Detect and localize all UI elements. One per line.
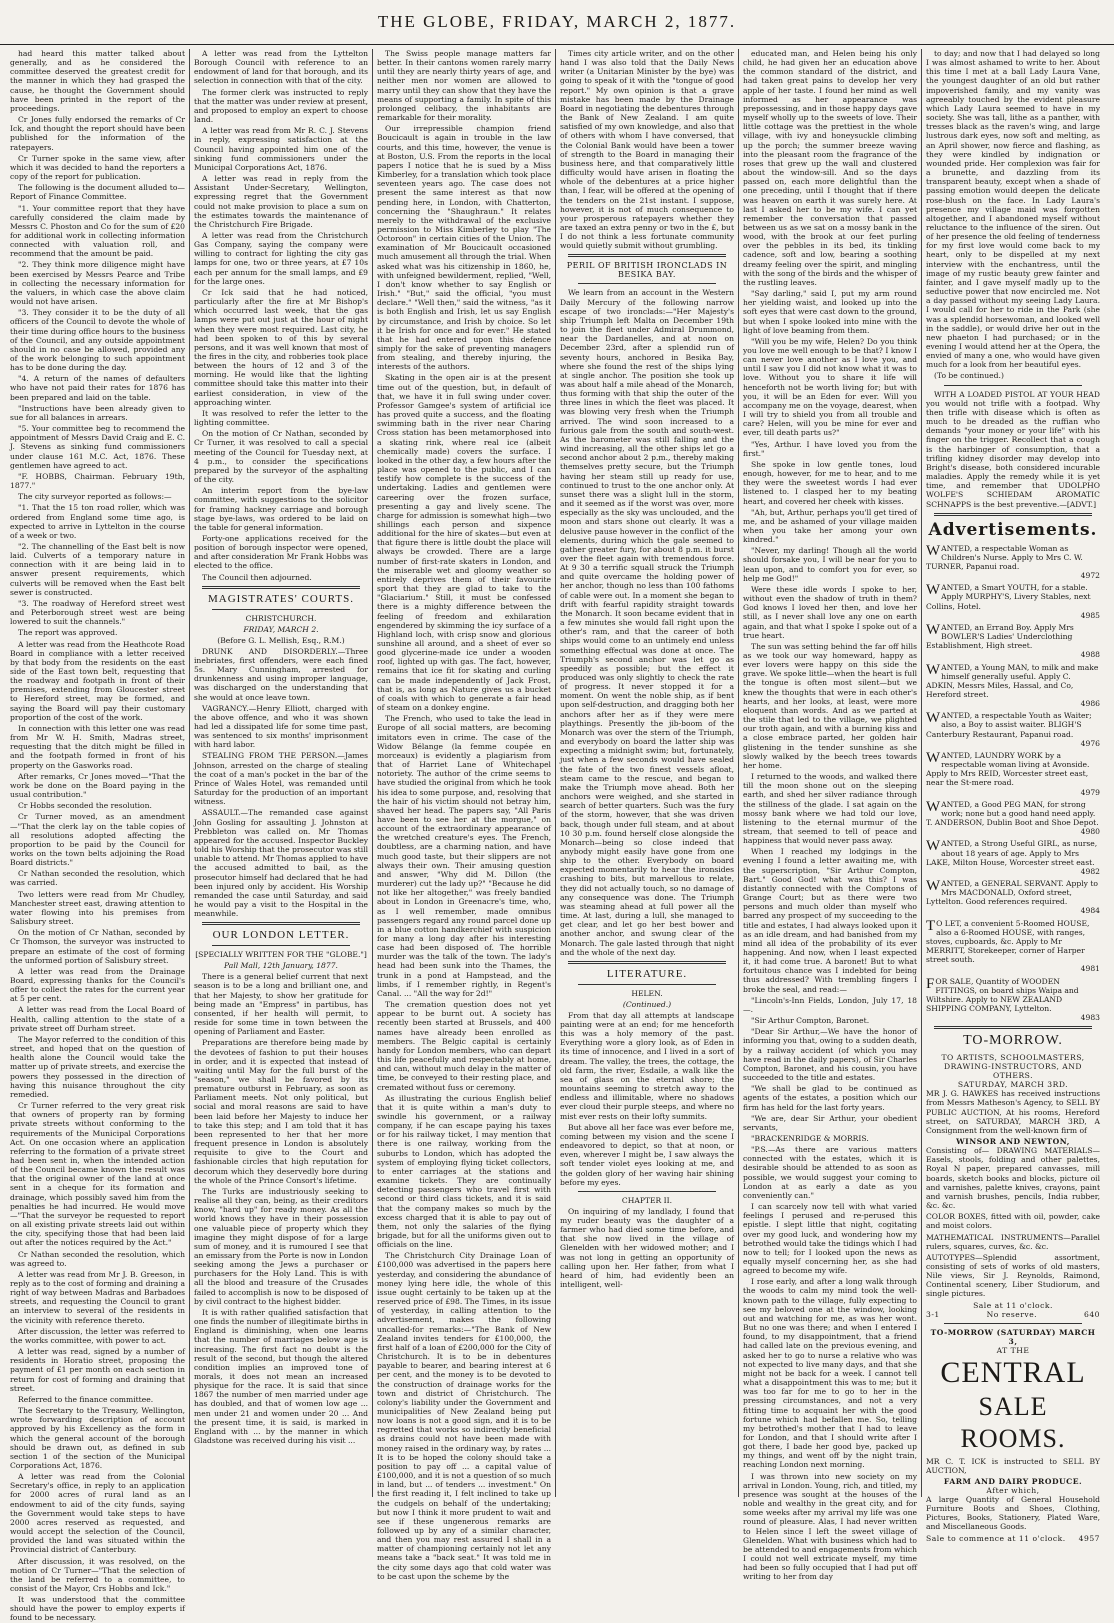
divider — [568, 961, 726, 964]
council-paragraph: The Council then adjourned. — [202, 572, 312, 582]
winsor-newton: WINSOR AND NEWTON, — [956, 1137, 1070, 1147]
article-paragraph: "3. They consider it to be the duty of all officers of the Council to devote the whole of their time during office hours to the business of the Council, and any outside appointment should in no case be allowed, provided any of the work belonging to such appointment has to be done during the day. — [10, 308, 185, 373]
ad-text: O LET, a convenient 5-Roomed HOUSE, also a 6-Roomed HOUSE, with ranges, stoves, cupboards, &c. Apply to Mr MERRITT, Storekeeper, corner of Harper street south. — [926, 918, 1090, 965]
london-letter-paragraph: There is a general belief current that next season is to be a long and brilliant one, and that her Majesty, to show her gratitude for being made an "Empress" in partibus, has consented, if her health will permit, to reside for some time in town between the opening of Parliament and Easter. — [194, 972, 368, 1037]
story-paragraph: Were these idle words I spoke to her, without even the shadow of truth in them? God knows I loved her then, and love her still, as I never shall love any one on earth again, and that what I spoke I spoke out of a true heart. — [743, 584, 917, 640]
story-paragraph: "Lincoln's-Inn Fields, London, July 17, 18—. — [743, 995, 917, 1014]
court-report-paragraph: ASSAULT.—The remanded case against John Gosling for assaulting J. Johnston at Prebbleton was called on. Mr Thomas appeared for the accused. Inspector Buckley told his Worship that the prosecutor was still unable to attend. Mr Thomas applied to have the accused admitted to bail, as the prosecutor himself had declared that he had been injured only by accident. His Worship remanded the case until Saturday, and said he would pay a visit to the Hospital in the meanwhile. — [194, 808, 368, 919]
article-paragraph: "2. The channelling of the East belt is now laid. Culverts of a temporary nature in connection with it are being laid in to answer present requirements, which culverts will be removed when the East belt sewer is constructed. — [10, 541, 185, 597]
ad-initial: W — [926, 798, 941, 815]
commence-line — [926, 1534, 1100, 1543]
ad-number: 4972 — [1080, 571, 1100, 581]
ad-number: 4981 — [1080, 964, 1100, 974]
at-the: AT THE — [996, 1345, 1030, 1355]
story-paragraph: The sun was setting behind the far off hills as we took our way homeward, happy as ever lovers were happy on this side the grave. We spoke little—when the heart is full the tongue is often most silent—but we knew the thoughts that were in each other's hearts, and her looks, at least, were more eloquent than words. And as we parted at the stile that led to the village, we plighted our troth again, and with a burning kiss and a close embrace parted, her golden hair glistening in the tender sunshine as she slowly walked by the beech trees towards her home. — [743, 641, 917, 770]
story-paragraph: (To be continued.) — [934, 371, 1004, 381]
london-letter-paragraph: Skating in the open air is at the present time out of the question, but, in default of that, we have it in full swing under cover. Professor Gamgee's system of artificial ice has proved quite a success, and the floating swimming bath in the river near Charing Cross station has been metamorphosed into a skating rink, where real ice (albeit chemically made) covers the surface. I looked in the other day, a few hours after the place was opened to the public, and I can testify how complete is the success of the undertaking. Ladies and gentlemen were careering over the frozen surface, presenting a gay and lively scene. The charge for admission is somewhat high—two shillings each person and sixpence additional for the hire of skates—but even at that figure there is little doubt the place will always be crowded. There are a large number of first-rate skaters in London, and the miserable wet and gloomy weather so entirely deprives them of their favourite sport that they are glad to take to the "Glaciarium." Still, it must be confessed there is a mighty difference between the feeling of freedom and exhilaration engendered by skimming the icy surface of a Highland loch, with crisp snow and glorious sunshine all around, and a sheet of ever so good glycerine-made ice under a wooden roof, lighted up with gas. The fact, however, remains that ice fit for skating and curling can be made independently of Jack Frost, that is, as long as Nature gives us a bucket of coals with which to generate a fair head of steam on a donkey engine. — [377, 373, 551, 713]
article-paragraph: "3. The roadway of Hereford street west and Peterborough street west are being lowered to suit the channels." — [10, 598, 185, 627]
story-paragraph: I was thrown into new society on my arrival in London. Young, rich, and titled, my presence was sought at the houses of the noble and wealthy in the great city, and for some weeks after my arrival my life was one round of pleasure. Alas, I had never written to Helen since I left the sweet village of Glenelden. What with business which had to be attended to and engagements from which I could not well extricate myself, my time had been so fully occupied that I had put off writing to her from day — [743, 1471, 917, 1582]
ad-number: 4979 — [1080, 787, 1100, 797]
court-report-paragraph: STEALING FROM THE PERSON.—James Johnson, arrested on the charge of stealing the coat of a man's pocket in the bar of the Prince of Wales Hotel, was remanded until Saturday for the production of an important witness. — [194, 751, 368, 807]
ad-text: OR SALE, Quantity of WOODEN FITTINGS, on board ships Waipa and Wiltshire. Apply to NEW ZEALAND SHIPPING COMPANY, Lyttelton. — [926, 976, 1079, 1013]
ad-text: ANTED, a Young MAN, to milk and make himself generally useful. Apply C. ADKIN, Messrs Miles, Hassal, and Co, Hereford street. — [926, 662, 1099, 699]
columns — [6, 49, 1108, 1623]
london-letter-paragraph: It is with rather qualified satisfaction that one finds the number of illegitimate births in England is diminishing, when one learns that the number of marriages below age is increasing. The first fact no doubt is the result of the second, but though the altered condition implies an improved tone of morals, it does not mean an increased physique for the race. It is said that since 1867 the number of men married under age has doubled, and that of women low age ... men under 21 and women under 20 ... And the present time, it is said, is marked in England with ... by the manner in which Gladstone was received during his visit ... — [194, 1307, 368, 1446]
story-paragraph: "Will you be my wife, Helen? Do you think you love me well enough to be that? I know I can never love another as I love you, and until I saw you I did not know what it was to love. Without you to share it life will henceforth not be worth living for; but with you, it will be an Eden for ever. Will you accompany me on the voyage, dearest, when I will try to shield you from all trouble and care? Helen, will you be mine for ever and ever, till death parts us?" — [743, 336, 917, 438]
ad-initial: W — [926, 838, 941, 855]
classified-ad — [926, 711, 1100, 748]
ad-initial: W — [926, 621, 941, 638]
article-paragraph: Cr Hobbs seconded the resolution. — [18, 801, 152, 811]
article-paragraph: A letter was read from the Drainage Board, expressing thanks for the Council's offer to collect the rates for the current year at 5 per cent. — [10, 966, 185, 1004]
article-paragraph: "1. Your committee report that they have carefully considered the claim made by Messrs C. Phoston and Co for the sum of £20 for additional work in collecting information connected with valuation roll, and recommend that the amount be paid. — [10, 203, 185, 259]
masthead — [0, 0, 1114, 45]
article-paragraph: A letter was read from the Colonial Secretary's office, in reply to an application for 2000 acres of rural land as an endowment to aid of the city funds, saying the Government would take steps to have 2000 acres reserved as requested, and would accept the selection of the Council, provided the land was situated within the Provincial district of Canterbury. — [10, 1472, 185, 1555]
column-4 — [555, 49, 738, 1497]
tomorrow-line-2: SATURDAY, MARCH 3RD. — [957, 1080, 1069, 1090]
story-paragraph: "Yes, Arthur. I have loved you from the first." — [743, 439, 917, 458]
classified-ad — [926, 977, 1100, 1023]
london-letter-paragraph: As illustrating the curious English belief that it is quite within a man's duty to swindle his government, or a railway company, if he can escape paying his taxes or for his railway ticket, I may mention that there is one railway, working from the suburbs to London, which has adopted the system of employing flying ticket collectors, to enter carriages at the stations and examine tickets. They are continually detecting passengers who travel first with second or third class tickets, and it is said that the company makes so much by the excess charged that it is able to pay out of them, not only the salaries of the flying brigade, but for all the uniforms given out to officials on the line. — [377, 1093, 551, 1250]
article-paragraph: "4. A return of the names of defaulters who have not paid their rates for 1876 has been prepared and laid on the table. — [10, 374, 185, 402]
ad-initial: W — [926, 749, 941, 766]
article-paragraph: Referred to the finance committee. — [18, 1394, 154, 1404]
story-paragraph: educated man, and Helen being his only child, he had given her an education above the common standard of the district, and had taken great pains to develop her very apple of her taste. I found her mind as well informed as her appearance was prepossessing, and in those happy days gave myself wholly up to the sweets of love. Their little cottage was the prettiest in the whole village, with ivy and honeysuckle climbing up the porch; the summer breeze waving into the pleasant room the fragrance of the roses that grew up the wall and clustered about the window-sill. And so the days passed on, each more delightful than the one preceding, until I thought that if there was heaven on earth it was surely here. At last I asked her to be my wife. I can yet remember the conversation that passed between us as we sat on a mossy bank in the wood, with the brook at our feet purling over the pebbles in its bed, its tinkling cadence, soft and low, bearing a soothing dreamy feeling over the spirit, and mingling with the song of the birds and the whisper of the rustling leaves. — [743, 49, 917, 287]
council-paragraph: It was resolved to refer the letter to the lighting committee. — [194, 408, 368, 428]
ad-initial: W — [926, 661, 941, 678]
courts-bench: (Before G. L. Mellish, Esq., R.M.) — [217, 635, 345, 645]
divider — [578, 984, 716, 985]
story-paragraph: "Say darling," said I, put my arm round her yielding waist, and looked up into the soft eyes that were cast down to the ground, but when I spoke looked into mine with the light of love beaming from them. — [743, 289, 917, 335]
story-paragraph: "Dear Sir Arthur,—We have the honor of informing you that, owing to a sudden death, by a railway accident (of which you may have read in the daily papers), of Sir Charles Compton, Baronet, and his cousin, you have succeeded to the title and estates. — [743, 1027, 917, 1083]
story-paragraph: But above all her face was ever before me, coming between my vision and the scene I endeavored to depict, so that at noon, or even, wherever I might be, I saw always the soft tender violet eyes looking at me, and the golden glory of her waving hair shining before my eyes. — [560, 1122, 734, 1187]
article-paragraph: Two letters were read from Mr Chudley, Manchester street east, drawing attention to water flowing into his premises from Salisbury street. — [10, 889, 185, 927]
reserve-left: 3-1 — [926, 1309, 940, 1319]
london-letter-paragraph: The cremation question does not yet appear to be burnt out. A society has recently been started at Brussels, and 400 names have already been enrolled as members. The Belgic capital is certainly handy for London members, who can depart this life peacefully and respectably at home, and can, without much delay in the matter of time, be conveyed to their resting place, and cremated without fuss or ceremony. — [377, 1000, 551, 1092]
ad-text: ANTED, a Good PEG MAN, for strong work; none but a good hand need apply. T. ANDERSON, Dublin Boot and Shoe Depot. — [926, 799, 1099, 828]
ad-initial: W — [926, 710, 941, 727]
article-paragraph: had heard this matter talked about generally, and as he considered the committee deserved the greatest credit for the manner in which they had grasped the cause, he thought the Government should have been printed in the report of the proceedings. — [10, 49, 185, 113]
story-paragraph: I can scarcely now tell with what varied feelings I perused and re-perused this epistle. I slept little that night, cogitating over my good luck, and wondering how my betrothed would take the tidings which I had now to tell; for I looked upon the news as equally myself concerning her, as she had agreed to become my wife. — [743, 1202, 917, 1276]
story-paragraph: "Sir Arthur Compton, Baronet. — [751, 1016, 870, 1026]
story-paragraph: "Never, my darling! Though all the world should forsake you, I will be near for you to lean upon, and to comfort you for ever, so help me God!" — [743, 546, 917, 583]
council-paragraph: Forty-one applications received for the position of borough inspector were opened, and after consideration Mr Frank Hobbs was elected to the office. — [194, 533, 368, 571]
ad-number: 4984 — [1080, 906, 1100, 916]
article-paragraph: Cr Turner moved, as an amendment—"That the clerk lay on the table copies of all resolutions adopted affecting the proportion to be paid by the Council for works on the town belts adjoining the Road Board districts." — [10, 812, 185, 868]
column-1 — [6, 49, 189, 1623]
article-paragraph: "5. Your committee beg to recommend the appointment of Messrs David Craig and E. C. J. Stevens as sinking fund commissioners under clause 161 M.C. Act, 1876. These gentlemen have agreed to act. — [10, 424, 185, 470]
tomorrow-heading: TO-MORROW. — [963, 1033, 1063, 1049]
after-which: After which, — [986, 1485, 1040, 1495]
article-paragraph: "F. HOBBS, Chairman. February 19th, 1877." — [10, 471, 185, 491]
ad-number: 4985 — [1080, 610, 1100, 620]
central-heading: CENTRAL — [940, 1355, 1086, 1389]
hawkes-advert: MR J. G. HAWKES has received instructions from Messrs Matheson's Agency, to SELL BY PUBLIC AUCTION, At his rooms, Hereford street, on SATURDAY, MARCH 3RD, A Consignment from the well-known firm of — [926, 1089, 1100, 1135]
council-paragraph: A letter was read from the Christchurch Gas Company, saying the company were willing to contract for lighting the city gas lamps for one, two or three years, at £7 10s each per annum for the small lamps, and £9 for the large ones. — [194, 230, 368, 286]
reserve-number: 640 — [1084, 1309, 1100, 1319]
ad-text: ANTED, a Strong Useful GIRL, as nurse, about 18 years of age. Apply to Mrs LAKE, Milton House, Worcester street east. — [926, 839, 1098, 867]
story-paragraph: I rose early, and after a long walk through the woods to calm my mind took the well-known path to the village, fully expecting to see my beloved one at the window, looking out and watching for me, as was her wont. But no one was there; and when I entered I found, to my disappointment, that a friend had called late on the previous evening, and asked her to go to nurse a relative who was not expected to live many days, and that she might not be back for a week. I cannot tell what a disappointment this was to me; but it was too far for me to go to her in the pressing circumstances, and not a very fitting time to acquaint her with the good fortune which had befallen me. So, telling my betrothed's mother that I had to leave for London, and that I should write after I got there, I bade her good bye, packed up my things, and went off by the night train, reaching London next morning. — [743, 1277, 917, 1470]
article-paragraph: After remarks, Cr Jones moved—"That the work be done on the Board paying in the usual contribution." — [10, 771, 185, 800]
tomorrow-line-1: TO ARTISTS, SCHOOLMASTERS, DRAWING-INSTRUCTORS, AND OTHERS. — [941, 1053, 1085, 1081]
story-paragraph: From that day all attempts at landscape painting were at an end; for me henceforth this was a holy memory of the past. Everything wore a glory look, as of Eden in its time of innocence, and I lived in a sort of dream. The valley, the trees, the cottage, the old farm, the river, Esdaile, a walk like the sea of glass on the eternal shore; the mountains seeming to stretch away to the endless and illimitable, where no shadows ever cloud their purple steeps, and where no mist ever rests on their lofty summits. — [560, 1010, 734, 1121]
article-paragraph: Cr Turner referred to the very great risk that owners of property ran by forming private streets without conforming to the requirements of the Municipal Corporations Act. On one occasion where an application referring to the formation of a private street had been sent in, when the intended action of the Council became known the result was that the original owner of the land at once sent in a cheque for its formation and drainage, which possibly saved him from the penalties he had incurred. He would move—"That the surveyor be requested to report on all existing private streets laid out within the city, specifying those that had been laid out after the notices required by the Act." — [10, 1101, 185, 1248]
article-paragraph: In connection with this letter one was read from Mr W. H. Smith, Madras street, requesting that the ditch might be filled in and the footpath formed in front of his property on the Gasworks road. — [10, 723, 185, 770]
divider — [202, 586, 360, 589]
reserve-line — [926, 1310, 1100, 1319]
story-paragraph: "BRACKENRIDGE & MORRIS. — [751, 1133, 869, 1143]
council-paragraph: A letter was read from Mr R. C. J. Stevens in reply, expressing satisfaction at the Council having appointed him one of the sinking fund commissioners under the Municipal Corporations Act, 1876. — [194, 126, 368, 172]
article-paragraph: "1. That the 15 ton road roller, which was ordered from England some time ago, is expected to arrive in Lyttelton in the course of a week or two. — [10, 503, 185, 540]
tomorrow-saturday: TO-MORROW (SATURDAY) MARCH 3, — [930, 1327, 1096, 1346]
farm-produce: FARM AND DAIRY PRODUCE. — [943, 1476, 1083, 1486]
article-paragraph: The following is the document alluded to— Report of Finance Committee. — [10, 183, 185, 202]
story-paragraph: On inquiring of my landlady, I found that my ruder beauty was the daughter of a farmer who had died some time before, and that she now lived in the village of Glenelden with her widowed mother; and I was not long in getting an opportunity of calling upon her. Her father, from what I heard of him, had evidently been an intelligent, well- — [560, 1206, 734, 1290]
ick-items: A large Quantity of General Household Furniture Boots and Shoes, Clothing, Pictures, Books, Stationery, Plated Ware, and Miscellaneous Goods. — [926, 1494, 1100, 1532]
commence-text: Sale to commence at 11 o'clock. — [926, 1533, 1066, 1543]
ad-number: 4988 — [1080, 650, 1100, 660]
classified-ad — [926, 919, 1100, 974]
story-paragraph: "We are, dear Sir Arthur, your obedient servants, — [743, 1113, 917, 1132]
ad-text: ANTED, a Smart YOUTH, for a stable. Apply MURPHY'S, Livery Stables, next Collins, Hotel. — [926, 583, 1091, 611]
story-paragraph: to day; and now that I had delayed so long I was almost ashamed to write to her. About this time I met at a ball Lady Laura Vane, the youngest daughter of an old but rather impoverished family, and my vanity was agreeably touched by the evident pleasure which Lady Laura seemed to have in my society. She was tall, lithe as a panther, with tresses black as the raven's wing, and large lustrous dark eyes, now soft and melting, as an April shower, now fierce and flashing, as they were kindled by indignation or wounded pride. Her complexion was fair for a brunette, and dazzling from its transparent beauty, except when a shade of passing emotion would deepen the delicate rose-blush on the face. In Lady Laura's presence my village maid was forgotten altogether, and I abandoned myself without reluctance to the influence of the siren. Out of her presence the old feeling of tenderness for my first love would come back to my heart, only to be dispelled at my next interview with the enchantress, until the image of my rustic beauty grew fainter and fainter, and I gave myself madly up to the seductive power that now encircled me. Not a day passed without my seeing Lady Laura. I would call for her to ride in the Park (she was a splendid horsewoman, and looked well in the saddle), or would drive her out in the new phaeton I had purchased; or in the evening I would attend her at the Opera, the envied of many a one, who would have given much for a look from her beautiful eyes. — [926, 49, 1100, 370]
article-paragraph: The city surveyor reported as follows:— — [18, 492, 172, 502]
article-paragraph: Cr Jones fully endorsed the remarks of Cr Ick, and thought the report should have been published for the information of the ratepayers. — [10, 115, 185, 152]
article-paragraph: A letter was read from the Local Board of Health, calling attention to the state of a private street off Durham street. — [10, 1005, 185, 1033]
hawkes-autotypes: AUTOTYPES—Splendid assortment, consisting of sets of works of old masters, Nile views, Sir J. Reynolds, Raimond, Continental scenery, Liber Studiorum, and single pictures. — [926, 1252, 1100, 1299]
london-letter-paragraph: Preparations are therefore being made by the devotees of fashion to put their houses in order, and it is expected that instead of waiting until May for the full burst of the "season," we shall be favored by its premature outburst in February, as soon as Parliament meets. Not only political, but social and moral reasons are said to have been laid before her Majesty to induce her to take this step; and I am told that it has been represented to her that her more frequent presence in London is absolutely requisite to give to the Court and fashionable circles that high reputation for decorum which they deservedly bore during the whole of the Prince Consort's lifetime. — [194, 1038, 368, 1185]
divider — [934, 513, 1092, 516]
ad-text: ANTED, a respectable Youth as Waiter; also, a Boy to assist waiter. BLIGH'S Canterbury Restaurant, Papanui road. — [926, 711, 1092, 739]
article-paragraph: Cr Nathan seconded the resolution, which was carried. — [10, 869, 185, 888]
divider — [212, 945, 350, 946]
story-title: HELEN. — [631, 988, 663, 998]
ad-initial: T — [926, 917, 936, 934]
courts-heading: MAGISTRATES' COURTS. — [207, 592, 354, 605]
story-paragraph: I returned to the woods, and walked there till the moon shone out on the sleeping earth, and shed her silver radiance through the stillness of the glade. I sat again on the mossy bank where we had told our love, listening to the eternal murmur of the stream, that seemed to tell of peace and happiness that would never pass away. — [743, 772, 917, 846]
article-paragraph: A letter was read from Mr J. B. Greeson, in reply as to the cost of forming and draining a right of way between Madras and Barbadoes streets, and requesting the Council to grant an interview to several of the residents in the vicinity with reference thereto. — [10, 1269, 185, 1325]
letter-dateline: Pall Mall, 12th January, 1877. — [224, 961, 338, 971]
article-paragraph: After discussion, the letter was referred to the works committee, with power to act. — [10, 1326, 185, 1345]
divider — [212, 609, 350, 610]
london-letter-paragraph: The French, who used to take the lead in Europe of all social matters, are becoming imitators even in crime. The case of the Widow Bélange (la femme coupée en morceaux) is evidently a plagiarism from that of Harriet Lane of Whitechapel notoriety. The author of the crime seems to have studied the original from which he took his idea to some purpose, and, resolving that the hair of his victim should not betray him, shaved her head. The papers say, "All Paris have been to see her at the morgue," on account of the extraordinary appearance of the wretched creature's eyes. The French, doubtless, are a charming nation, and have much good taste, but their slippers are not always their own. Their amusing question and answer, "Why did M. Dillon (the murderer) cut the lady up?" "Because he did not like her altogether," was freely bandied about in London in Greenacre's time, who, as I well remember, made omnibus passengers regard any round parcel done up in a blue cotton handkerchief with suspicion for many a long day after his interesting case had been disposed of. The horrible murder was the talk of the town. The lady's head had been sunk into the Thames, the trunk in a pond at Hampstead, and the limbs, if I remember rightly, in Regent's Canal. ... "All the way for 2d!" — [377, 714, 551, 998]
london-letter-paragraph: The Swiss people manage matters far better. In their cantons women rarely marry until they are nearly thirty years of age, and neither men nor women are allowed to marry until they can show that they have the means of supporting a family. In spite of this prolonged celibacy, the inhabitants are remarkable for their morality. — [377, 49, 551, 123]
divider — [578, 1191, 716, 1192]
story-paragraph: "P.S.—As there are various matters connected with the estates, which it is desirable should be attended to as soon as possible, we would suggest your coming to London at as early a date as you conveniently can." — [743, 1145, 917, 1200]
classified-ad — [926, 583, 1100, 620]
article-paragraph: After discussion, it was resolved, on the motion of Cr Turner—"That the selection of the land be referred to a committee, to consist of the Mayor, Crs Hobbs and Ick." — [10, 1556, 185, 1593]
masthead-title: THE GLOBE, FRIDAY, MARCH 2, 1877. — [377, 12, 737, 31]
literature-heading: LITERATURE. — [606, 967, 688, 980]
story-paragraph: When I reached my lodgings in the evening I found a letter awaiting me, with the superscription, "Sir Arthur Compton, Bart." Good God! what was this? I was distantly connected with the Comptons of Grange Court; but as there were two persons and much older than myself who barred any prospect of my succeeding to the title and estates, I had always looked upon it as an idle dream, and had banished from my mind all idea of the probability of its ever happening. And now, when I least expected it, it had come true. A baronet! But to what fortuitous chance was I indebted for being thus addressed? With trembling fingers I broke the seal, and read:— — [743, 847, 917, 994]
article-paragraph: The Secretary to the Treasury, Wellington, wrote forwarding description of account approved by his Excellency as the form in which the general account of the borough should be drawn out, as defined in sub section 1 of the section of the Municipal Corporations Act, 1876. — [10, 1406, 185, 1470]
story-paragraph: She spoke in low gentle tones, loud enough, however, for me to hear, and to me they were the sweetest words I had ever listened to. I clasped her to my beating heart, and covered her cheek with kisses. — [743, 459, 917, 506]
article-paragraph: The Mayor referred to the condition of this street, and hoped that on the question of health alone the Council would take the matter up of private streets, and exercise the powers they possessed in the direction of having this nuisance throughout the city remedied. — [10, 1034, 185, 1099]
article-paragraph: On the motion of Cr Nathan, seconded by Cr Thomson, the surveyor was instructed to prepare an estimate of the cost of forming the unformed portion of Salisbury street. — [10, 928, 185, 965]
ad-number: 4983 — [1080, 1013, 1100, 1023]
court-report-paragraph: DRUNK AND DISORDERLY.—Three inebriates, first offenders, were each fined 5s. Mary Cunningham, arrested for drunkenness and using improper language, was discharged on the understanding that she would at once leave town. — [194, 646, 368, 702]
council-paragraph: An interim report from the bye-law committee, with suggestions to the solicitor for framing hackney carriage and borough stage bye-laws, was ordered to be laid on the table for general information. — [194, 486, 368, 532]
sale-rooms-heading: SALE ROOMS. — [960, 1391, 1066, 1453]
classified-ad — [926, 663, 1100, 709]
court-report-paragraph: VAGRANCY.—Henry Elliott, charged with the above offence, and who it was shown had led a dissipated life for some time past, was sentenced to six months' imprisonment with hard labor. — [194, 703, 368, 750]
divider — [202, 922, 360, 925]
council-paragraph: Cr Ick said that he had noticed, particularly after the fire at Mr Bishop's which occurred last week, that the gas lamps were put out just at the hour of night when they were most required. Last city, he had been spoken to of this by several persons, and it was well known that most of the fires in the city, and robberies took place between the hours of 12 and 3 of the morning. He would like that the lighting committee should take this matter into their earliest consideration, in view of the approaching winter. — [194, 287, 368, 407]
classified-ad — [926, 751, 1100, 797]
classified-ad — [926, 623, 1100, 660]
chapter-heading: CHAPTER II. — [621, 1195, 673, 1205]
column-6 — [921, 49, 1104, 1543]
article-paragraph: It was understood that the committee should have the power to employ experts if found to be necessary. — [10, 1595, 185, 1623]
divider — [934, 1026, 1092, 1029]
ad-number: 4976 — [1080, 738, 1100, 748]
ad-text: ANTED, a GENERAL SERVANT. Apply to Mrs MACDONALD, Oxford street, Lyttelton. Good references required. — [926, 878, 1098, 907]
ad-number: 4982 — [1080, 866, 1100, 876]
classified-ad — [926, 839, 1100, 876]
article-paragraph: "Instructions have been already given to sue for all balances in arrears. — [10, 403, 185, 422]
divider — [944, 385, 1082, 386]
ironclads-heading: PERIL OF BRITISH IRONCLADS IN BESIKA BAY. — [566, 261, 728, 280]
pistol-advert: WITH A LOADED PISTOL AT YOUR HEAD you would not trifle with a footpad. Why then trifle with disease which is often as much to be dreaded as the ruffian who demands "your money or your life" with his finger on the trigger. Recollect that a cough is the harbinger of consumption, that a trifling kidney disorder may develop into Bright's disease, both considered incurable maladies. Apply the remedy while it is yet time, and remember that UDOLPHO WOLFE'S SCHIEDAM AROMATIC SCHNAPPS is the best preventive.—[ADVT.] — [926, 389, 1100, 509]
ad-text: ANTED, an Errand Boy. Apply Mrs BOWLER'S Ladies' Underclothing Establishment, High street. — [926, 622, 1074, 651]
advertisements-heading: Advertisements. — [928, 519, 1098, 540]
ironclads-paragraph: We learn from an account in the Western Daily Mercury of the following narrow escape of two ironclads:—"Her Majesty's ship Triumph left Malta on December 19th to join the fleet under Admiral Drummond, near the Dardanelles, and at noon on December 23rd, after a splendid run of seventy hours, anchored in Besika Bay, where she found the rest of the ships lying at single anchor. The position she took up was about half a mile ahead of the Monarch, thus forming with that ship the outer of the three lines in which the fleet was placed. It was blowing very fresh when the Triumph arrived. The wind soon increased to a furious gale from the south and south-west. As the barometer was still falling and the wind increasing, all the other ships let go a second anchor about 2 p.m., thereby making themselves pretty secure, but the Triumph having her steam still up ready for use, continued to trust to the one anchor only. At sunset there was a slight lull in the storm, and it seemed as if the worst was over, more especially as the sky was unclouded, and the moon and stars shone out clearly. It was a delusive pause however in the conflict of the elements, during which the gale seemed to gather greater fury, for about 8 p.m. it burst over the fleet again with tremendous force. At 9 30 a terrific squall struck the Triumph and quite overcame the holding power of her anchor, though no less than 100 fathoms of cable were out. In a moment she began to drift with fearful rapidity straight towards the Monarch. It soon became evident that in a few minutes she would fall right upon the other's ram, and that the career of both ships would come to an untimely end unless something effectual was done at once. The Triumph's second anchor was let go as speedily as possible; but the effect it produced was only slightly to check the rate of progress. It never stopped it for a moment. On went the noble ship, as if bent upon self-destruction, and dragging both her anchors after her as if they were mere playthings. Presently the jib-boom of the Monarch was over the stern of the Triumph, and everybody on board the latter ship was expecting a midnight swim; but, fortunately, just when a few seconds would have sealed the fate of the two finest vessels afloat, steam came to the rescue, and began to make the Triumph move ahead. Both her anchors were weighed, and she started in search of better quarters. Such was the fury of the storm, however, that she was driven back, though under full steam, and at about 10 30 p.m. found herself close alongside the Monarch—being so close indeed that anybody might easily have gone from one ship to the other. Everybody on board expected momentarily to hear the ironsides crashing to bits, but marvellous to relate, they did not actually touch, so no damage of any consequence was done. The Triumph was steaming ahead at full power all the time. At last, during a lull, she managed to get clear, and let go her best bower and another anchor, and swung clear of the Monarch. The gale lasted through that night and the whole of the next day. — [560, 288, 734, 957]
london-letter-paragraph: The Christchurch City Drainage Loan of £100,000 was advertised in the papers here yesterday, and considering the abundance of money lying here idle, the whole of this issue ought certainly to be taken up at the reserved price of £98. The Times, in its issue of yesterday, in calling attention to the advertisement, makes the following uncalled-for remarks:—"The Bank of New Zealand invites tenders for £100,000, the first half of a loan of £200,000 for the City of Christchurch. It is to be in debentures payable to bearer, and bearing interest at 6 per cent, and the money is to be devoted to the construction of drainage works for the town and district of Christchurch. The colony's liability under the Government and municipalities of New Zealand being put now loans is not a good sign, and it is to be regretted that works so indirectly beneficial as drains could not have been made with money raised in the ordinary way, by rates ... It is to be hoped the colony should take a position to pay off ... a capital value of £100,000, and it is not a question of so much in land, but ... of tenders ... investment." On the first reading it, I felt inclined to take up the cudgels on behalf of the undertaking; but now I think it more prudent to wait and see if these ungenerous remarks are followed up by any of a similar character, and then you may rest assured I shall in a matter of championing certainly not let any means take a "back seat." It was told me in the city some days ago that cold water was to be cast upon the scheme by the — [377, 1251, 551, 1581]
ad-initial: W — [926, 542, 941, 559]
courts-date: FRIDAY, MARCH 2. — [243, 624, 319, 634]
article-paragraph: A letter was read, signed by a number of residents in Horatio street, proposing the payment of £1 per month on each section in return for cost of forming and draining that street. — [10, 1347, 185, 1393]
story-continued: (Continued.) — [622, 999, 672, 1009]
article-paragraph: Cr Nathan seconded the resolution, which was agreed to. — [10, 1249, 185, 1268]
story-paragraph: "We shall be glad to be continued as agents of the estates, a position which our firm has held for the last forty years. — [743, 1084, 917, 1112]
ad-initial: W — [926, 582, 941, 599]
hawkes-instruments: MATHEMATICAL INSTRUMENTS—Parallel rulers, squares, curves, &c. &c. — [926, 1232, 1100, 1251]
letter-subheading: [SPECIALLY WRITTEN FOR THE "GLOBE."] — [195, 950, 367, 960]
ad-initial: F — [926, 975, 935, 992]
column-2 — [189, 49, 372, 1497]
ad-text: ANTED, a respectable Woman as Children's Nurse. Apply to Mrs C. W. TURNER, Papanui road. — [926, 543, 1083, 571]
council-paragraph: The former clerk was instructed to reply that the matter was under review at present, and proposed to employ an expert to choose land. — [194, 87, 368, 125]
story-paragraph: "Ah, but, Arthur, perhaps you'll get tired of me, and be ashamed of your village maiden when you take her among your own kindred." — [743, 507, 917, 545]
classified-ad — [926, 800, 1100, 837]
london-letter-paragraph: Our irrepressible champion friend Boucicault is again in trouble in the law courts, and this time, however, the venue is at Boston, U.S. From the reports in the local papers I notice that he is sued by a Miss Kimberley, for a translation which took place seventeen years ago. The case does not present the same interest as that now pending here, in London, with Chatterton, concerning the "Shaughraun." It relates merely to the withdrawal of the exclusive permission to Miss Kimberley to play "The Octoroon" in certain cities of the Union. The examination of Mr Boucicault occasioned much amusement all through the trial. When asked what was his citizenship in 1860, he, with unfeigned bewilderment, replied, "Well, I don't know whether to say English or Irish." "But," said the official, "you must declare." "Well then," said the witness, "as it is both English and Irish, let us say English by circumstance, and Irish by choice. So let it be Irish for once and for ever." He stated that he had entered upon this defence simply for the sake of preventing managers from stealing, and thereby injuring, the interests of the authors. — [377, 124, 551, 372]
ick-advert: MR C. T. ICK is instructed to SELL BY AUCTION, — [926, 1456, 1100, 1475]
ad-initial: W — [926, 877, 941, 894]
divider — [578, 283, 716, 284]
ad-number: 4986 — [1080, 699, 1100, 709]
council-paragraph: A letter was read in reply from the Assistant Under-Secretary, Wellington, expressing regret that the Government could not make provision to place a sum on the estimates towards the maintenance of the Christchurch Fire Brigade. — [194, 174, 368, 229]
divider — [568, 254, 726, 257]
hawkes-color-boxes: COLOR BOXES, fitted with oil, powder, cake and moist colors. — [926, 1212, 1100, 1231]
column-3 — [372, 49, 555, 1581]
article-paragraph: "2. They think more diligence might have been exercised by Messrs Pearce and Tribe in collecting the necessary information for the valuers, in which case the above claim would not have arisen. — [10, 260, 185, 307]
divider — [944, 1323, 1082, 1324]
london-letter-paragraph: The Turks are industriously seeking to realise all they can, being, as their creditors know, "hard up" for ready money. As all the world knows they have in their possession one valuable piece of property which they imagine they might dispose of for a large sum of money, and it is rumoured I see that an emissary from the Porte is now in London seeking among the Jews a purchaser or purchasers for the Holy Land. This is with all the blood and treasure of the Crusades failed to accomplish is now to be disposed of by civil contract to the highest bidder. — [194, 1186, 368, 1306]
article-paragraph: A letter was read from the Heathcote Road Board in compliance with a letter received by that body from the residents on the east side of the East town belt, requesting that the roadway and footpath in front of their premises, extending from Gloucester street to Hereford street, may be formed, and saying the Board will pay their customary proportion of the cost of the work. — [10, 639, 185, 722]
article-paragraph: The report was approved. — [18, 628, 118, 638]
reserve-text: No reserve. — [986, 1309, 1038, 1319]
article-paragraph: Cr Turner spoke in the same view, after which it was decided to hand the reporters a copy of the report for publication. — [10, 153, 185, 182]
hawkes-items: Consisting of— DRAWING MATERIALS—Easels, stools, folding and other palettes, Royal N paper, prepared canvasses, mill boards, sketch books and blocks, picture oil and varnishes, palette knives, crayons, paint and varnish brushes, pencils, India rubber, &c. &c. — [926, 1146, 1100, 1211]
classified-ad — [926, 544, 1100, 581]
commence-number: 4957 — [1078, 1533, 1100, 1543]
council-paragraph: A letter was read from the Lyttelton Borough Council with reference to an endowment of land for that borough, and its selection in connection with that of the city. — [194, 49, 368, 86]
london-letter-paragraph: Times city article writer, and on the other hand I was also told that the Daily News writer (a Unitarian Minister by the bye) was going to speak of it with the "tongue of good report." My own opinion is that a grave mistake has been made by the Drainage Board in negotiating the debentures through the Bank of New Zealand. I am quite satisfied of my own knowledge, and also that of others with whom I have conversed, that the Colonial Bank would have been a tower of strength to the Board in managing their business here, and that comparatively little difficulty would have arisen in floating the whole of the debentures at a price higher than, I fear, will be offered at the opening of the tenders on the 21st instant. I suppose, however, it is not of much consequence to your prosperous ratepayers whether they are taxed an extra penny or two in the £, but I do not think a less fortunate community would quietly submit without grumbling. — [560, 49, 734, 251]
classified-ad — [926, 879, 1100, 916]
ad-number: 4980 — [1080, 827, 1100, 837]
ad-text: ANTED, LAUNDRY WORK by a respectable woman living at Avonside. Apply to Mrs REID, Worcester street east, near the St-mere road. — [926, 750, 1090, 788]
council-paragraph: On the motion of Cr Nathan, seconded by Cr Turner, it was resolved to call a special meeting of the Council for Tuesday next, at 4 p.m., to consider the specifications prepared by the surveyor of the asphalting of the city. — [194, 429, 368, 485]
letter-heading: OUR LONDON LETTER. — [212, 929, 350, 942]
courts-city: CHRISTCHURCH. — [245, 613, 317, 623]
column-5 — [738, 49, 921, 1582]
sale-time: Sale at 11 o'clock. — [973, 1300, 1053, 1310]
